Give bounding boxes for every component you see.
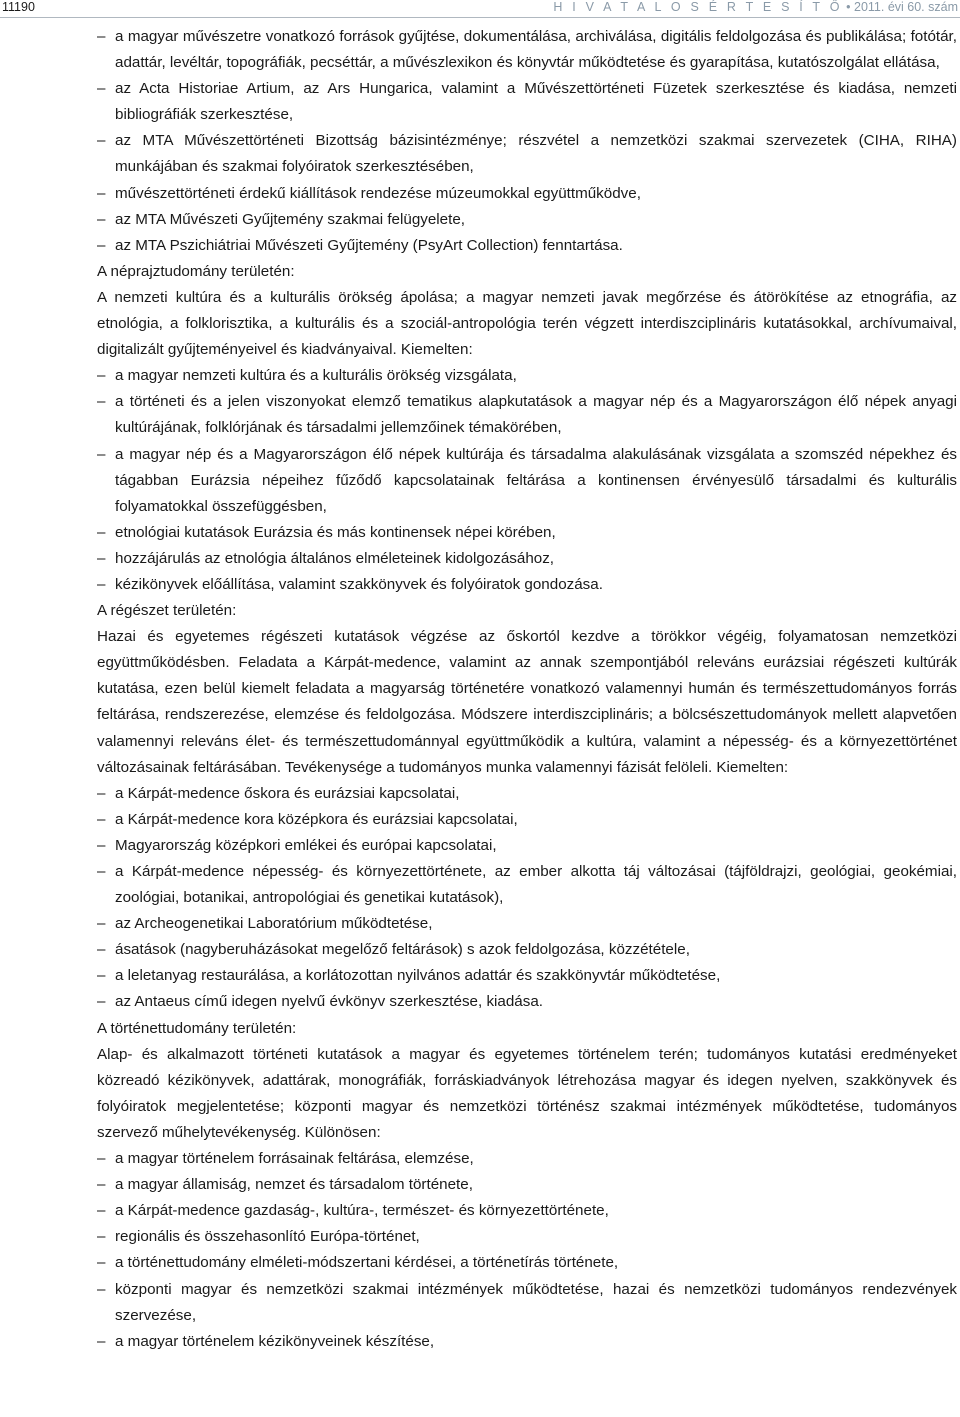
header-bullet: • — [846, 0, 851, 14]
paragraph: Hazai és egyetemes régészeti kutatások végzése az őskortól kezdve a törökkor végéig, folyamatosan nemzetközi együttműködésben. Feladata a Kárpát-medence, valamint az annak szempontjából releváns eurázsiai régészeti kultúrák kutatása, ezen belül kiemelt feladata a magyarság történetére vonatkozó valamennyi humán és természettudományos forrás feltárása, rendszerezése, elemzése és feldolgozása. Módszere interdiszciplináris; a bölcsészettudományok mellett alapvetően valamennyi releváns élet- és természettudománnyal együttműködik a kultúra, valamint a népesség- és a környezettörténet változásainak feltárásában. Tevékenysége a tudományos munka valamennyi fázisát felöleli. Kiemelten: — [97, 628, 957, 776]
paragraph: A nemzeti kultúra és a kulturális örökség ápolása; a magyar nemzeti javak megőrzése és átörökítése az etnográfia, az etnológia, a folklorisztika, a kulturális és a szociál-antropológia terén végzett interdiszciplináris kutatásokkal, archívumaival, digitalizált gyűjteményeivel és kiadványaival. Kiemelten: — [97, 288, 957, 359]
list-item: – a magyar művészetre vonatkozó források gyűjtése, dokumentálása, archiválása, digitális feldolgozása és publikálása; fotótár, adattár, levéltár, topográfiák, pecséttár, a művészlexikon és könyvtár működtetése és gyarapítása, kutatószolgálat ellátása, — [97, 24, 957, 76]
list-item: – hozzájárulás az etnológia általános elméleteinek kidolgozásához, — [97, 546, 957, 572]
list-item: – kézikönyvek előállítása, valamint szakkönyvek és folyóiratok gondozása. — [97, 572, 957, 598]
list-item: – a Kárpát-medence népesség- és környezettörténete, az ember alkotta táj változásai (tájföldrajzi, geológiai, geokémiai, zoológiai, botanikai, antropológiai és genetikai kutatások), — [97, 859, 957, 911]
list-item: – etnológiai kutatások Eurázsia és más kontinensek népei körében, — [97, 520, 957, 546]
paragraph: A történettudomány területén: — [97, 1019, 297, 1037]
publication-title: H I V A T A L O S É R T E S Í T Ő — [553, 0, 843, 14]
list-item: – központi magyar és nemzetközi szakmai intézmények működtetése, hazai és nemzetközi tudományos rendezvények szervezése, — [97, 1277, 957, 1329]
page-header — [0, 0, 960, 14]
paragraph: A néprajztudomány területén: — [97, 262, 295, 280]
document-body — [97, 24, 957, 1355]
header-rule — [0, 17, 960, 18]
list-item: – a magyar nemzeti kultúra és a kulturális örökség vizsgálata, — [97, 363, 957, 389]
list-item: – az Antaeus című idegen nyelvű évkönyv szerkesztése, kiadása. — [97, 989, 957, 1015]
list-item: – a magyar nép és a Magyarországon élő népek kultúrája és társadalma alakulásának vizsgálata a szomszéd népekhez és tágabban Eurázsia népeihez fűződő kapcsolatainak feltárása a kontinensen érvényesülő társadalmi és kulturális folyamatokkal összefüggésben, — [97, 442, 957, 520]
list-item: – ásatások (nagyberuházásokat megelőző feltárások) s azok feldolgozása, közzététele, — [97, 937, 957, 963]
issue-label: 2011. évi 60. szám — [854, 0, 958, 14]
page-number: 11190 — [2, 0, 35, 14]
paragraph: A régészet területén: — [97, 602, 237, 620]
list-item: – az Archeogenetikai Laboratórium működtetése, — [97, 911, 957, 937]
list-item: – az MTA Művészeti Gyűjtemény szakmai felügyelete, — [97, 207, 957, 233]
list-item: – a Kárpát-medence kora középkora és eurázsiai kapcsolatai, — [97, 807, 957, 833]
list-item: – a magyar történelem kézikönyveinek készítése, — [97, 1329, 957, 1355]
paragraph: Alap- és alkalmazott történeti kutatások a magyar és egyetemes történelem terén; tudományos kutatási eredményeket közreadó kézikönyvek, adattárak, monográfiák, forráskiadványok létrehozása magyar és idegen nyelven, szakkönyvek és folyóiratok megjelentetése; központi magyar és nemzetközi történész szakmai intézmények működtetése, tudományos szervező műhelytevékenység. Különösen: — [97, 1045, 957, 1141]
list-item: – a magyar államiság, nemzet és társadalom története, — [97, 1172, 957, 1198]
list-item: – művészettörténeti érdekű kiállítások rendezése múzeumokkal együttműködve, — [97, 181, 957, 207]
list-item: – a történeti és a jelen viszonyokat elemző tematikus alapkutatások a magyar nép és a Magyarországon élő népek anyagi kultúrájának, folklórjának és társadalmi jellemzőinek témakörében, — [97, 389, 957, 441]
list-item: – az MTA Művészettörténeti Bizottság bázisintézménye; részvétel a nemzetközi szakmai szervezetek (CIHA, RIHA) munkájában és szakmai folyóiratok szerkesztésében, — [97, 128, 957, 180]
list-item: – regionális és összehasonlító Európa-történet, — [97, 1224, 957, 1250]
list-item: – az MTA Pszichiátriai Művészeti Gyűjtemény (PsyArt Collection) fenntartása. — [97, 233, 957, 259]
list-item: – az Acta Historiae Artium, az Ars Hungarica, valamint a Művészettörténeti Füzetek szerkesztése és kiadása, nemzeti bibliográfiák szerkesztése, — [97, 76, 957, 128]
list-item: – Magyarország középkori emlékei és európai kapcsolatai, — [97, 833, 957, 859]
list-item: – a magyar történelem forrásainak feltárása, elemzése, — [97, 1146, 957, 1172]
list-item: – a Kárpát-medence gazdaság-, kultúra-, természet- és környezettörténete, — [97, 1198, 957, 1224]
list-item: – a történettudomány elméleti-módszertani kérdései, a történetírás története, — [97, 1250, 957, 1276]
running-head — [553, 0, 958, 14]
list-item: – a Kárpát-medence őskora és eurázsiai kapcsolatai, — [97, 781, 957, 807]
list-item: – a leletanyag restaurálása, a korlátozottan nyilvános adattár és szakkönyvtár működtetése, — [97, 963, 957, 989]
